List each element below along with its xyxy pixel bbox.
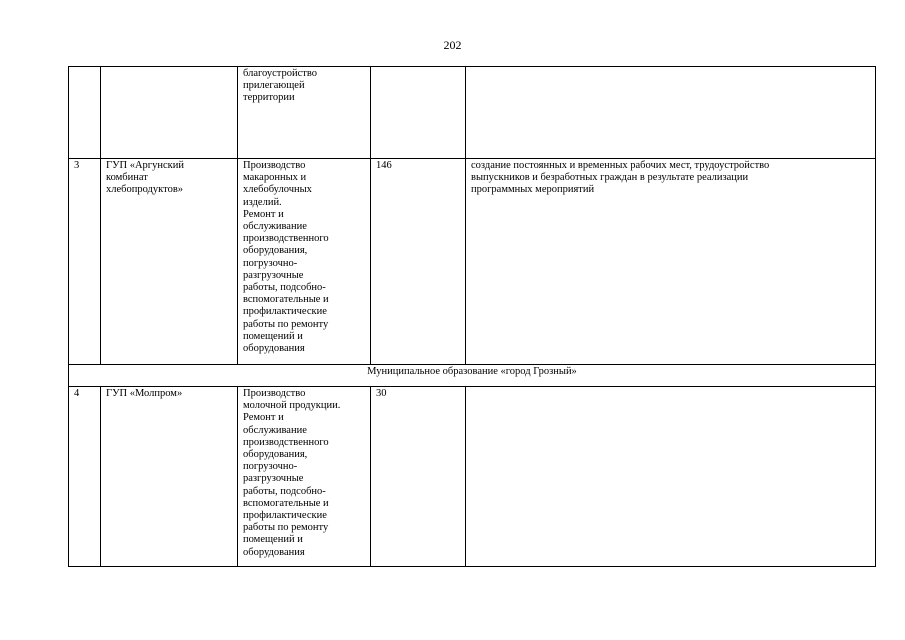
organization-cell xyxy=(101,67,238,159)
data-table xyxy=(68,66,876,567)
section-row xyxy=(69,365,876,387)
activity-cell: Производство макаронных и хлебобулочных изделий. Ремонт и обслуживание производственного оборудования, погрузочно- разгрузочные работы, подсобно- вспомогательные и профилактические работы по ремонту помещений и оборудования xyxy=(238,159,371,365)
section-title: Муниципальное образование «город Грозный» xyxy=(69,365,876,387)
row-number-cell: 3 xyxy=(69,159,101,365)
result-cell: создание постоянных и временных рабочих мест, трудоустройство выпускников и безработных граждан в результате реализации программных мероприятий xyxy=(466,159,876,365)
count-cell xyxy=(371,67,466,159)
row-number-cell xyxy=(69,67,101,159)
table-row xyxy=(69,159,876,365)
table-row xyxy=(69,387,876,567)
activity-cell: благоустройство прилегающей территории xyxy=(238,67,371,159)
organization-cell: ГУП «Аргунский комбинат хлебопродуктов» xyxy=(101,159,238,365)
page-number: 202 xyxy=(443,38,462,52)
table-row xyxy=(69,67,876,159)
count-cell: 30 xyxy=(371,387,466,567)
result-cell xyxy=(466,387,876,567)
count-cell: 146 xyxy=(371,159,466,365)
activity-cell: Производство молочной продукции. Ремонт и обслуживание производственного оборудования, погрузочно- разгрузочные работы, подсобно- вспомогательные и профилактические работы по ремонту помещений и оборудования xyxy=(238,387,371,567)
row-number-cell: 4 xyxy=(69,387,101,567)
result-cell xyxy=(466,67,876,159)
organization-cell: ГУП «Молпром» xyxy=(101,387,238,567)
